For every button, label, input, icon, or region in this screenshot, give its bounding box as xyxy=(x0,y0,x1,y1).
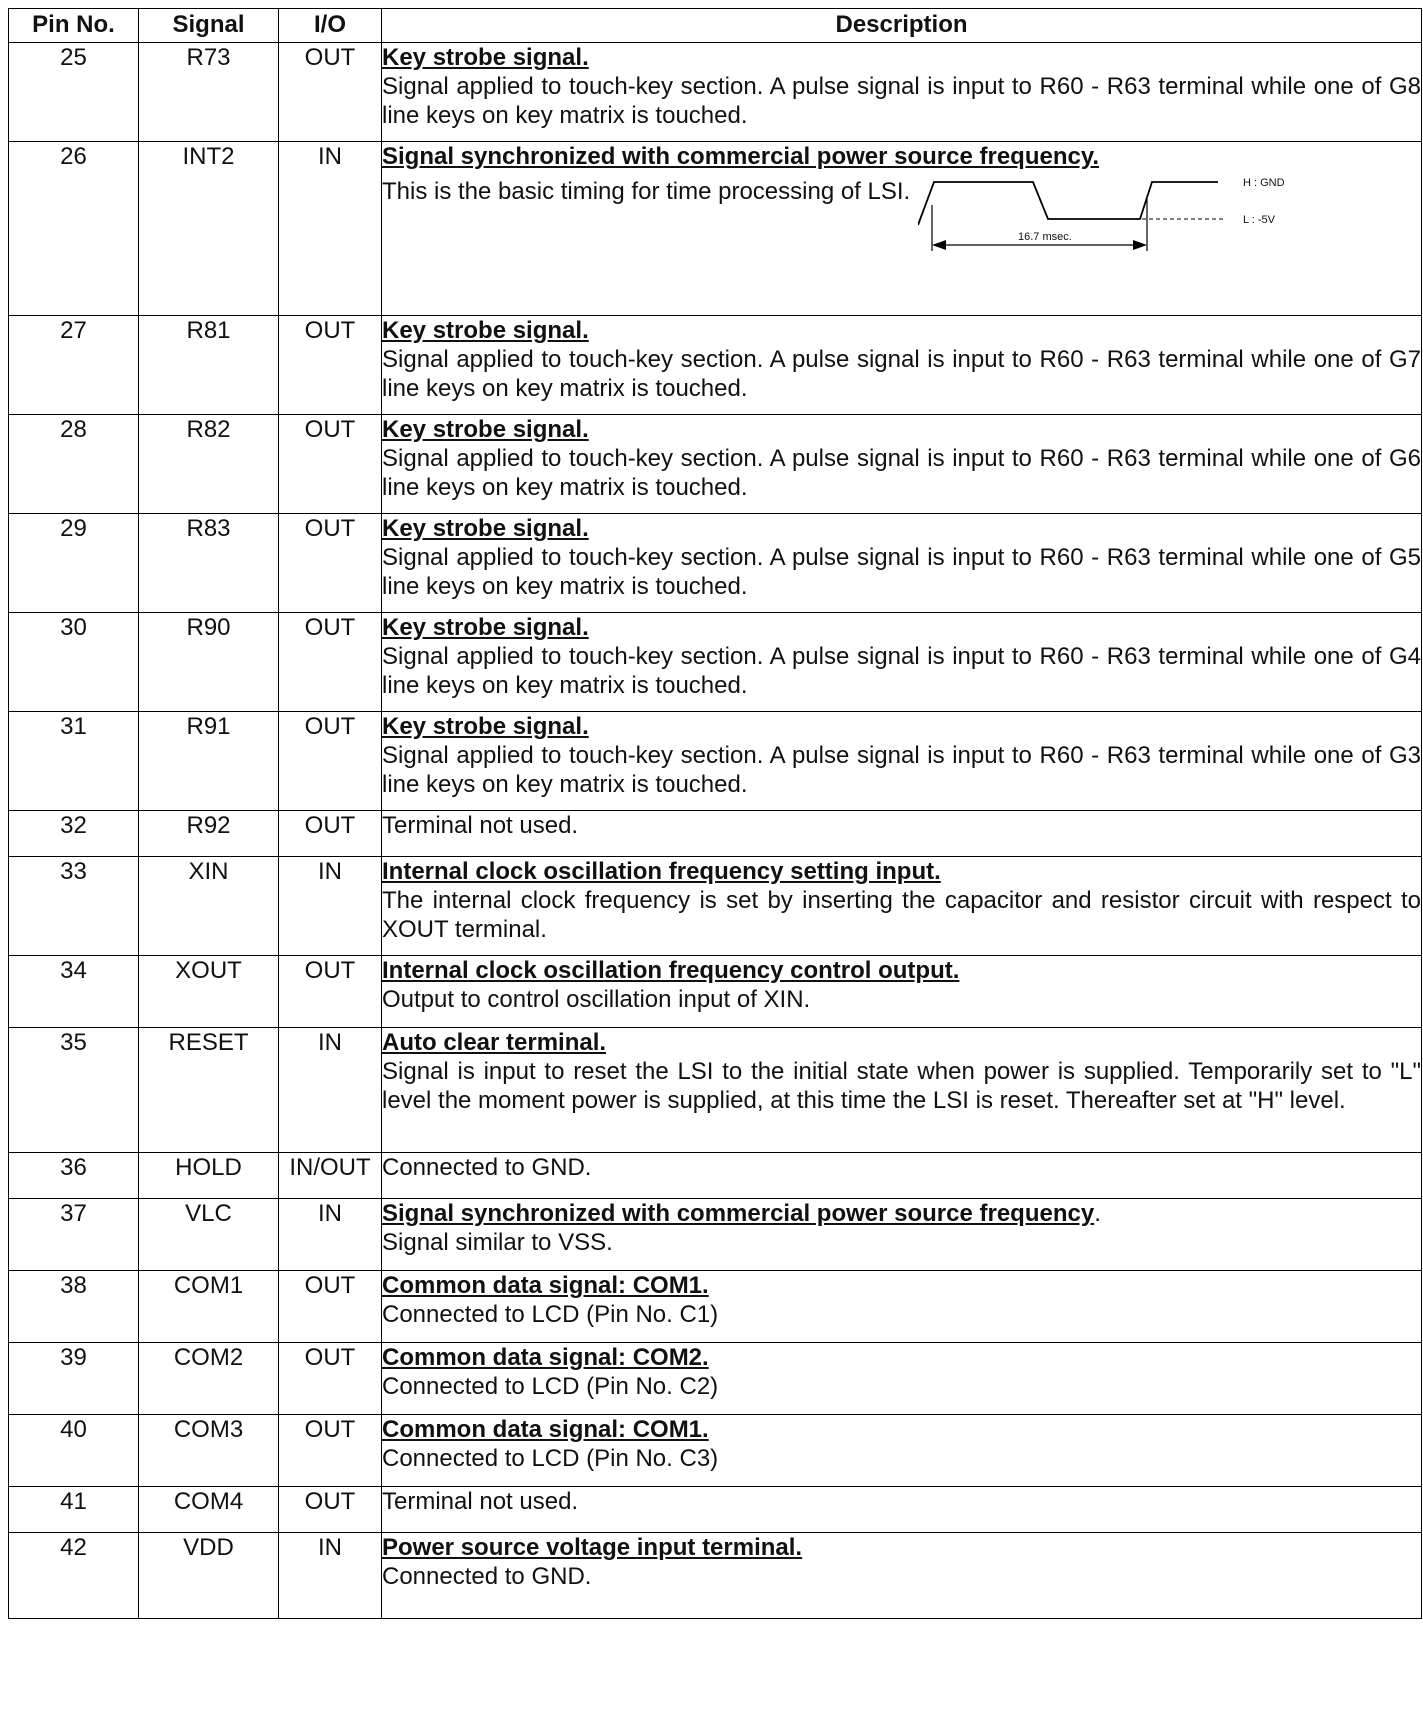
pin-number-cell: 28 xyxy=(9,415,139,514)
description-heading: Key strobe signal. xyxy=(382,416,589,443)
io-direction-cell: OUT xyxy=(279,956,382,1028)
io-direction-cell: OUT xyxy=(279,1487,382,1533)
description-cell xyxy=(382,712,1422,811)
io-direction-cell: IN xyxy=(279,142,382,316)
signal-name-cell: R82 xyxy=(139,415,279,514)
description-text: Connected to LCD (Pin No. C3) xyxy=(382,1445,719,1472)
table-row xyxy=(9,956,1422,1028)
table-row xyxy=(9,1415,1422,1487)
description-heading: Common data signal: COM2. xyxy=(382,1344,709,1371)
description-cell xyxy=(382,316,1422,415)
table-header-row xyxy=(9,9,1422,43)
table-row xyxy=(9,142,1422,316)
description-text: Signal similar to VSS. xyxy=(382,1229,613,1256)
description-text: Signal applied to touch-key section. A pulse signal is input to R60 - R63 terminal while one of G4 line keys on key matrix is touched. xyxy=(382,643,1421,699)
pin-number-cell: 30 xyxy=(9,613,139,712)
period-arrowhead-right xyxy=(1133,240,1147,250)
pin-number-cell: 25 xyxy=(9,43,139,142)
signal-name-cell: COM2 xyxy=(139,1343,279,1415)
signal-name-cell: XIN xyxy=(139,857,279,956)
description-cell xyxy=(382,1533,1422,1619)
description-text: The internal clock frequency is set by inserting the capacitor and resistor circuit with respect to XOUT terminal. xyxy=(382,887,1421,943)
table-row xyxy=(9,613,1422,712)
io-direction-cell: OUT xyxy=(279,43,382,142)
io-direction-cell: OUT xyxy=(279,712,382,811)
pin-number-cell: 39 xyxy=(9,1343,139,1415)
low-level-label: L : -5V xyxy=(1243,214,1276,226)
description-heading: Key strobe signal. xyxy=(382,614,589,641)
description-heading: Common data signal: COM1. xyxy=(382,1272,709,1299)
header-signal: Signal xyxy=(139,9,279,43)
pin-number-cell: 37 xyxy=(9,1199,139,1271)
description-heading: Auto clear terminal. xyxy=(382,1029,607,1056)
description-heading: Common data signal: COM1. xyxy=(382,1416,709,1443)
pin-number-cell: 36 xyxy=(9,1153,139,1199)
description-heading-suffix: . xyxy=(1094,1200,1101,1227)
description-text: Terminal not used. xyxy=(382,1488,579,1515)
description-heading: Key strobe signal. xyxy=(382,713,589,740)
table-row xyxy=(9,1199,1422,1271)
io-direction-cell: IN xyxy=(279,1199,382,1271)
io-direction-cell: OUT xyxy=(279,1415,382,1487)
table-row xyxy=(9,811,1422,857)
description-heading: Internal clock oscillation frequency setting input. xyxy=(382,858,941,885)
description-text: Terminal not used. xyxy=(382,812,579,839)
description-text: Signal applied to touch-key section. A pulse signal is input to R60 - R63 terminal while one of G6 line keys on key matrix is touched. xyxy=(382,445,1421,501)
waveform-row xyxy=(382,177,1421,275)
pin-number-cell: 41 xyxy=(9,1487,139,1533)
signal-name-cell: R83 xyxy=(139,514,279,613)
signal-name-cell: COM1 xyxy=(139,1271,279,1343)
signal-name-cell: R90 xyxy=(139,613,279,712)
pin-number-cell: 38 xyxy=(9,1271,139,1343)
description-heading: Key strobe signal. xyxy=(382,317,589,344)
pin-number-cell: 32 xyxy=(9,811,139,857)
io-direction-cell: IN/OUT xyxy=(279,1153,382,1199)
signal-name-cell: COM4 xyxy=(139,1487,279,1533)
table-row xyxy=(9,712,1422,811)
header-io: I/O xyxy=(279,9,382,43)
description-heading-line xyxy=(382,1199,1421,1228)
description-cell xyxy=(382,1415,1422,1487)
description-cell xyxy=(382,1153,1422,1199)
pin-number-cell: 27 xyxy=(9,316,139,415)
description-cell xyxy=(382,514,1422,613)
signal-name-cell: XOUT xyxy=(139,956,279,1028)
pin-number-cell: 26 xyxy=(9,142,139,316)
description-heading: Signal synchronized with commercial power source frequency. xyxy=(382,143,1100,170)
description-cell xyxy=(382,43,1422,142)
io-direction-cell: OUT xyxy=(279,514,382,613)
description-text: Signal applied to touch-key section. A pulse signal is input to R60 - R63 terminal while one of G3 line keys on key matrix is touched. xyxy=(382,742,1421,798)
description-cell xyxy=(382,1028,1422,1153)
pin-number-cell: 31 xyxy=(9,712,139,811)
signal-name-cell: INT2 xyxy=(139,142,279,316)
description-cell xyxy=(382,613,1422,712)
description-text: Connected to GND. xyxy=(382,1154,592,1181)
pin-number-cell: 33 xyxy=(9,857,139,956)
table-row xyxy=(9,415,1422,514)
description-cell xyxy=(382,956,1422,1028)
io-direction-cell: OUT xyxy=(279,415,382,514)
description-text: Output to control oscillation input of XIN. xyxy=(382,986,811,1013)
description-text: Signal is input to reset the LSI to the initial state when power is supplied. Temporarily set to "L" level the moment power is supplied, at this time the LSI is reset. Thereafter set at "H" level. xyxy=(382,1058,1421,1114)
io-direction-cell: OUT xyxy=(279,1271,382,1343)
signal-name-cell: R81 xyxy=(139,316,279,415)
description-heading: Signal synchronized with commercial power source frequency xyxy=(382,1200,1095,1227)
table-row xyxy=(9,514,1422,613)
signal-name-cell: VLC xyxy=(139,1199,279,1271)
description-cell xyxy=(382,1487,1422,1533)
io-direction-cell: OUT xyxy=(279,316,382,415)
pin-number-cell: 29 xyxy=(9,514,139,613)
waveform-diagram xyxy=(918,175,1298,275)
description-cell xyxy=(382,811,1422,857)
description-heading: Power source voltage input terminal. xyxy=(382,1534,803,1561)
signal-name-cell: COM3 xyxy=(139,1415,279,1487)
description-cell xyxy=(382,1271,1422,1343)
io-direction-cell: OUT xyxy=(279,1343,382,1415)
description-text: Signal applied to touch-key section. A pulse signal is input to R60 - R63 terminal while one of G7 line keys on key matrix is touched. xyxy=(382,346,1421,402)
table-row xyxy=(9,1271,1422,1343)
description-heading: Key strobe signal. xyxy=(382,515,589,542)
description-cell xyxy=(382,1343,1422,1415)
description-heading: Internal clock oscillation frequency control output. xyxy=(382,957,960,984)
table-row xyxy=(9,857,1422,956)
pin-description-table xyxy=(8,8,1422,1619)
io-direction-cell: IN xyxy=(279,1028,382,1153)
io-direction-cell: IN xyxy=(279,1533,382,1619)
description-text: Connected to LCD (Pin No. C1) xyxy=(382,1301,719,1328)
description-cell xyxy=(382,415,1422,514)
period-arrowhead-left xyxy=(932,240,946,250)
pin-number-cell: 35 xyxy=(9,1028,139,1153)
io-direction-cell: OUT xyxy=(279,811,382,857)
pin-number-cell: 40 xyxy=(9,1415,139,1487)
table-row xyxy=(9,316,1422,415)
high-level-label: H : GND xyxy=(1243,177,1285,189)
description-text: Connected to GND. xyxy=(382,1563,592,1590)
period-label: 16.7 msec. xyxy=(1018,231,1073,243)
table-row xyxy=(9,1153,1422,1199)
pin-number-cell: 34 xyxy=(9,956,139,1028)
signal-name-cell: R92 xyxy=(139,811,279,857)
signal-name-cell: RESET xyxy=(139,1028,279,1153)
header-pin-no: Pin No. xyxy=(9,9,139,43)
table-row xyxy=(9,1028,1422,1153)
table-row xyxy=(9,43,1422,142)
signal-name-cell: R91 xyxy=(139,712,279,811)
description-text: Connected to LCD (Pin No. C2) xyxy=(382,1373,719,1400)
io-direction-cell: OUT xyxy=(279,613,382,712)
pin-number-cell: 42 xyxy=(9,1533,139,1619)
description-text: Signal applied to touch-key section. A pulse signal is input to R60 - R63 terminal while one of G5 line keys on key matrix is touched. xyxy=(382,544,1421,600)
description-cell xyxy=(382,142,1422,316)
table-row xyxy=(9,1343,1422,1415)
description-cell xyxy=(382,1199,1422,1271)
signal-name-cell: R73 xyxy=(139,43,279,142)
io-direction-cell: IN xyxy=(279,857,382,956)
description-heading: Key strobe signal. xyxy=(382,44,589,71)
table-row xyxy=(9,1533,1422,1619)
table-row xyxy=(9,1487,1422,1533)
description-cell xyxy=(382,857,1422,956)
description-text: Signal applied to touch-key section. A pulse signal is input to R60 - R63 terminal while one of G8 line keys on key matrix is touched. xyxy=(382,73,1421,129)
header-description: Description xyxy=(382,9,1422,43)
description-text: This is the basic timing for time processing of LSI. xyxy=(382,178,911,205)
signal-name-cell: HOLD xyxy=(139,1153,279,1199)
signal-name-cell: VDD xyxy=(139,1533,279,1619)
